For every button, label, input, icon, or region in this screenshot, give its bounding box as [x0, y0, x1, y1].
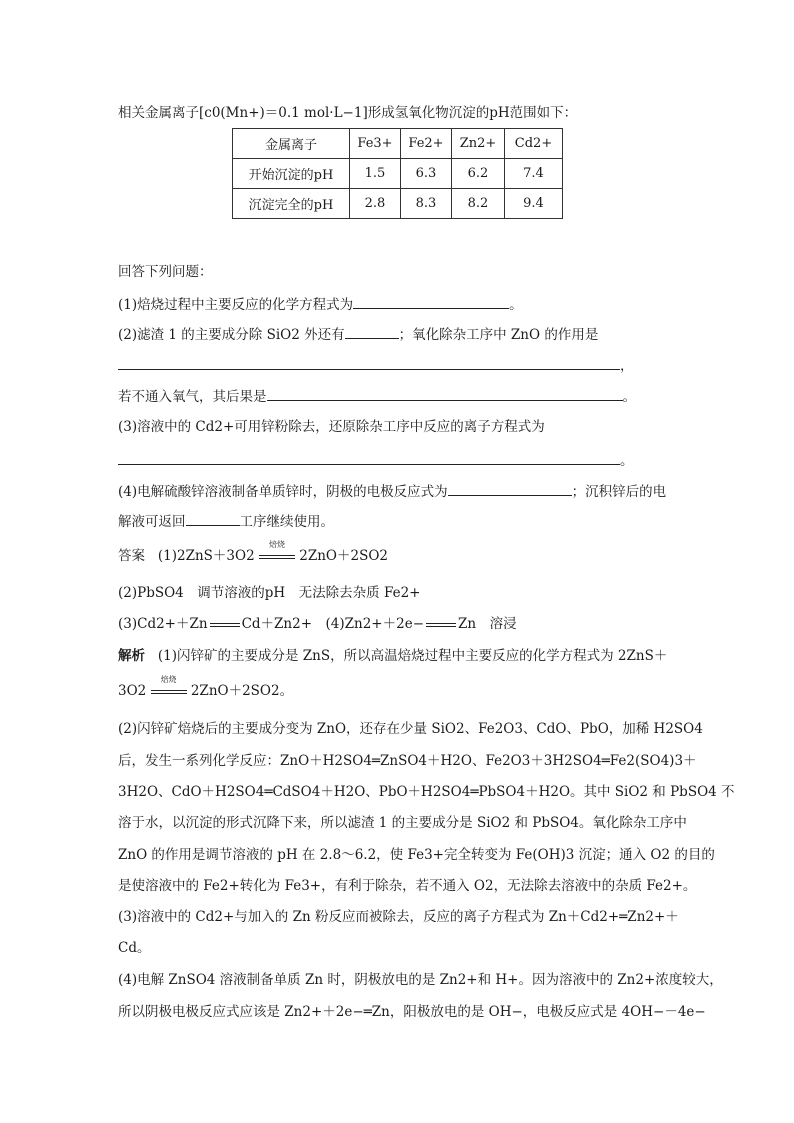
answer-blank[interactable] — [118, 450, 620, 465]
question-4-line-2 — [118, 511, 334, 532]
question-4-text-a: (4)电解硫酸锌溶液制备单质锌时，阴极的电极反应式为 — [118, 484, 448, 500]
reaction-arrow — [259, 540, 295, 566]
equals-sign — [210, 623, 240, 627]
table-cell: 8.3 — [401, 189, 452, 219]
analysis-line-1 — [118, 646, 667, 666]
question-4-text-d: 工序继续使用。 — [239, 514, 334, 530]
question-2-line-2 — [118, 355, 634, 376]
question-2-line-3 — [118, 386, 636, 407]
ph-range-table — [232, 128, 563, 219]
answer-1-right: 2ZnO＋2SO2 — [299, 548, 388, 564]
reaction-condition: 焙烧 — [268, 540, 285, 549]
table-cell: 7.4 — [505, 159, 563, 189]
question-2-text-c: 若不通入氧气，其后果是 — [118, 389, 267, 405]
answer-blank[interactable] — [186, 511, 240, 526]
question-4-text-b: ；沉积锌后的电 — [571, 484, 667, 500]
question-1-text: (1)焙烧过程中主要反应的化学方程式为 — [118, 297, 354, 313]
answer-2: (2)PbSO4 调节溶液的pH 无法除去杂质 Fe2+ — [118, 585, 421, 601]
question-4-line-1 — [118, 481, 666, 502]
answer-blank[interactable] — [345, 324, 399, 339]
question-2-text-b: ；氧化除杂工序中 ZnO 的作用是 — [398, 327, 599, 343]
answer-line-3 — [118, 614, 517, 634]
table-cell: 开始沉淀的pH — [233, 159, 350, 189]
table-cell: 8.2 — [452, 189, 505, 219]
answer-3-end: Zn 溶浸 — [458, 616, 517, 632]
question-3-line-2 — [118, 450, 634, 471]
analysis-p1b-right: 2ZnO＋2SO2。 — [190, 683, 294, 699]
reaction-arrow — [151, 675, 187, 701]
analysis-p3-line: Cd。 — [118, 940, 151, 956]
table-cell: 沉淀完全的pH — [233, 189, 350, 219]
answer-1-left: (1)2ZnS＋3O2 — [157, 548, 255, 564]
header-cell: Zn2+ — [452, 129, 505, 159]
analysis-p1a: (1)闪锌矿的主要成分是 ZnS，所以高温焙烧过程中主要反应的化学方程式为 2ZnS＋ — [157, 648, 668, 664]
table-cell: 6.2 — [452, 159, 505, 189]
table-row — [233, 189, 563, 219]
analysis-line-2 — [118, 675, 294, 701]
header-cell: Fe2+ — [401, 129, 452, 159]
question-2-comma: ， — [620, 358, 634, 374]
answer-label: 答案 — [118, 548, 145, 564]
answer-blank[interactable] — [267, 386, 623, 401]
question-3-text: (3)溶液中的 Cd2+可用锌粉除去，还原除杂工序中反应的离子方程式为 — [118, 419, 545, 435]
question-2-line-1 — [118, 324, 598, 345]
table-cell: 6.3 — [401, 159, 452, 189]
header-cell: Cd2+ — [505, 129, 563, 159]
question-4-text-c: 解液可返回 — [118, 514, 186, 530]
analysis-p2-line: ZnO 的作用是调节溶液的 pH 在 2.8～6.2，使 Fe3+完全转变为 Fe(OH)3 沉淀；通入 O2 的目的 — [118, 847, 715, 863]
header-cell: Fe3+ — [350, 129, 401, 159]
answer-blank[interactable] — [448, 481, 572, 496]
table-cell: 1.5 — [350, 159, 401, 189]
intro-text: 相关金属离子[c0(Mn+)＝0.1 mol·L−1]形成氢氧化物沉淀的pH范围如下： — [118, 105, 578, 121]
question-1 — [118, 294, 523, 315]
analysis-p2-line: 溶于水，以沉淀的形式沉降下来，所以滤渣 1 的主要成分是 SiO2 和 PbSO4。氧化除杂工序中 — [118, 815, 687, 831]
answer-3-right: Cd＋Zn2+ (4)Zn2+＋2e− — [241, 616, 425, 632]
answer-blank[interactable] — [118, 355, 620, 370]
prompt-text: 回答下列问题： — [118, 264, 213, 280]
analysis-p2-line: 后，发生一系列化学反应：ZnO＋H2SO4═ZnSO4＋H2O、Fe2O3＋3H2SO4═Fe2(SO4)3＋ — [118, 753, 697, 769]
question-1-end: 。 — [509, 297, 523, 313]
analysis-p3-line: (3)溶液中的 Cd2+与加入的 Zn 粉反应而被除去，反应的离子方程式为 Zn＋Cd2+═Zn2+＋ — [118, 909, 679, 925]
question-3-end: 。 — [620, 453, 634, 469]
answer-3-left: (3)Cd2+＋Zn — [118, 616, 208, 632]
table-cell: 9.4 — [505, 189, 563, 219]
header-cell: 金属离子 — [233, 129, 350, 159]
analysis-label: 解析 — [118, 648, 145, 664]
analysis-p2-line: 3H2O、CdO＋H2SO4═CdSO4＋H2O、PbO＋H2SO4═PbSO4＋H2O。其中 SiO2 和 PbSO4 不 — [118, 784, 735, 800]
question-2-text-a: (2)滤渣 1 的主要成分除 SiO2 外还有 — [118, 327, 345, 343]
equals-sign — [426, 623, 456, 627]
table-cell: 2.8 — [350, 189, 401, 219]
table-header-row — [233, 129, 563, 159]
analysis-p4-line: 所以阴极电极反应式应该是 Zn2+＋2e−═Zn，阳极放电的是 OH−，电极反应式是 4OH−－4e− — [118, 1004, 706, 1020]
answer-blank[interactable] — [353, 294, 509, 309]
answer-line-1 — [118, 540, 388, 566]
analysis-p4-line: (4)电解 ZnSO4 溶液制备单质 Zn 时，阴极放电的是 Zn2+和 H+。因为溶液中的 Zn2+浓度较大， — [118, 972, 723, 988]
analysis-p1b-left: 3O2 — [118, 683, 147, 699]
reaction-condition: 焙烧 — [160, 675, 177, 684]
analysis-p2-line: (2)闪锌矿焙烧后的主要成分变为 ZnO，还存在少量 SiO2、Fe2O3、CdO、PbO，加稀 H2SO4 — [118, 721, 703, 737]
question-2-end: 。 — [622, 389, 636, 405]
table-row — [233, 159, 563, 189]
analysis-p2-line: 是使溶液中的 Fe2+转化为 Fe3+，有利于除杂，若不通入 O2，无法除去溶液中的杂质 Fe2+。 — [118, 878, 697, 894]
